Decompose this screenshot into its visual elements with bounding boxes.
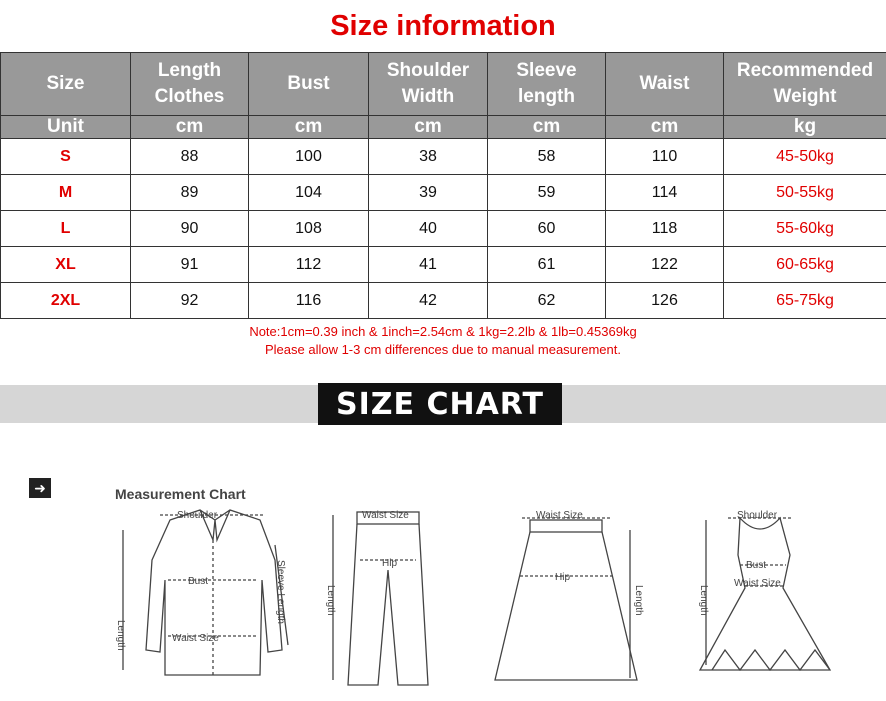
note-tolerance: Please allow 1-3 cm differences due to manual measurement. [264, 342, 621, 357]
table-cell: 108 [249, 211, 369, 247]
table-cell: 126 [606, 283, 724, 319]
table-cell: 91 [131, 247, 249, 283]
table-cell: 110 [606, 139, 724, 175]
shirt-diagram [123, 510, 288, 675]
table-cell: 114 [606, 175, 724, 211]
table-cell: 112 [249, 247, 369, 283]
header-cell: Sleeve length [488, 53, 606, 116]
bust-label: Bust [188, 576, 209, 587]
unit-cell: cm [606, 116, 724, 139]
table-cell: 61 [488, 247, 606, 283]
unit-cell: cm [488, 116, 606, 139]
table-cell: 118 [606, 211, 724, 247]
hip-label: Hip [555, 572, 571, 583]
table-cell: 92 [131, 283, 249, 319]
table-cell: 122 [606, 247, 724, 283]
size-cell: XL [1, 247, 131, 283]
length-label: Length [325, 585, 336, 616]
waist-size-label: Waist Size [734, 578, 781, 589]
length-label: Length [633, 585, 644, 616]
bust-label: Bust [746, 560, 767, 571]
table-cell: 38 [369, 139, 488, 175]
header-cell: Length Clothes [131, 53, 249, 116]
hip-label: Hip [382, 558, 398, 569]
weight-cell: 65-75kg [724, 283, 886, 319]
weight-cell: 50-55kg [724, 175, 886, 211]
header-cell: Size [1, 53, 131, 116]
dress-diagram [700, 518, 830, 670]
table-cell: 89 [131, 175, 249, 211]
header-cell: Waist [606, 53, 724, 116]
table-row [1, 175, 886, 211]
table-cell: 59 [488, 175, 606, 211]
unit-cell: cm [369, 116, 488, 139]
table-cell: 40 [369, 211, 488, 247]
measurement-chart-title: Measurement Chart [115, 486, 246, 502]
shoulder-label: Shoulder [177, 510, 218, 521]
unit-row [1, 116, 886, 139]
header-cell: Recommended Weight [724, 53, 886, 116]
measurement-illustrations [0, 500, 886, 701]
length-label: Length [115, 620, 126, 651]
table-cell: 60 [488, 211, 606, 247]
pants-diagram [333, 512, 428, 685]
unit-cell: Unit [1, 116, 131, 139]
weight-cell: 45-50kg [724, 139, 886, 175]
size-cell: L [1, 211, 131, 247]
table-row [1, 211, 886, 247]
waist-size-label: Waist Size [536, 510, 583, 521]
waist-size-label: Waist Size [362, 510, 409, 521]
table-cell: 90 [131, 211, 249, 247]
header-cell: Bust [249, 53, 369, 116]
arrow-right-icon: ➜ [29, 478, 51, 498]
size-chart-banner: SIZE CHART [318, 383, 562, 425]
table-row [1, 247, 886, 283]
length-label: Length [698, 585, 709, 616]
table-cell: 116 [249, 283, 369, 319]
size-cell: M [1, 175, 131, 211]
note-conversion: Note:1cm=0.39 inch & 1inch=2.54cm & 1kg=2.2lb & 1lb=0.45369kg [249, 324, 637, 339]
table-cell: 104 [249, 175, 369, 211]
table-cell: 88 [131, 139, 249, 175]
skirt-diagram [495, 518, 637, 680]
waist-size-label: Waist Size [172, 633, 219, 644]
weight-cell: 55-60kg [724, 211, 886, 247]
sleeve-length-label: Sleeve Length [275, 560, 286, 624]
table-cell: 41 [369, 247, 488, 283]
table-cell: 58 [488, 139, 606, 175]
unit-cell: kg [724, 116, 886, 139]
size-cell: S [1, 139, 131, 175]
table-cell: 62 [488, 283, 606, 319]
table-row [1, 283, 886, 319]
table-cell: 39 [369, 175, 488, 211]
size-cell: 2XL [1, 283, 131, 319]
table-cell: 42 [369, 283, 488, 319]
unit-cell: cm [131, 116, 249, 139]
table-row [1, 139, 886, 175]
header-cell: Shoulder Width [369, 53, 488, 116]
unit-cell: cm [249, 116, 369, 139]
header-row [1, 53, 886, 116]
shoulder-label: Shoulder [737, 510, 778, 521]
notes [0, 323, 886, 359]
table-cell: 100 [249, 139, 369, 175]
weight-cell: 60-65kg [724, 247, 886, 283]
size-table [0, 52, 886, 319]
page-title: Size information [330, 9, 556, 42]
